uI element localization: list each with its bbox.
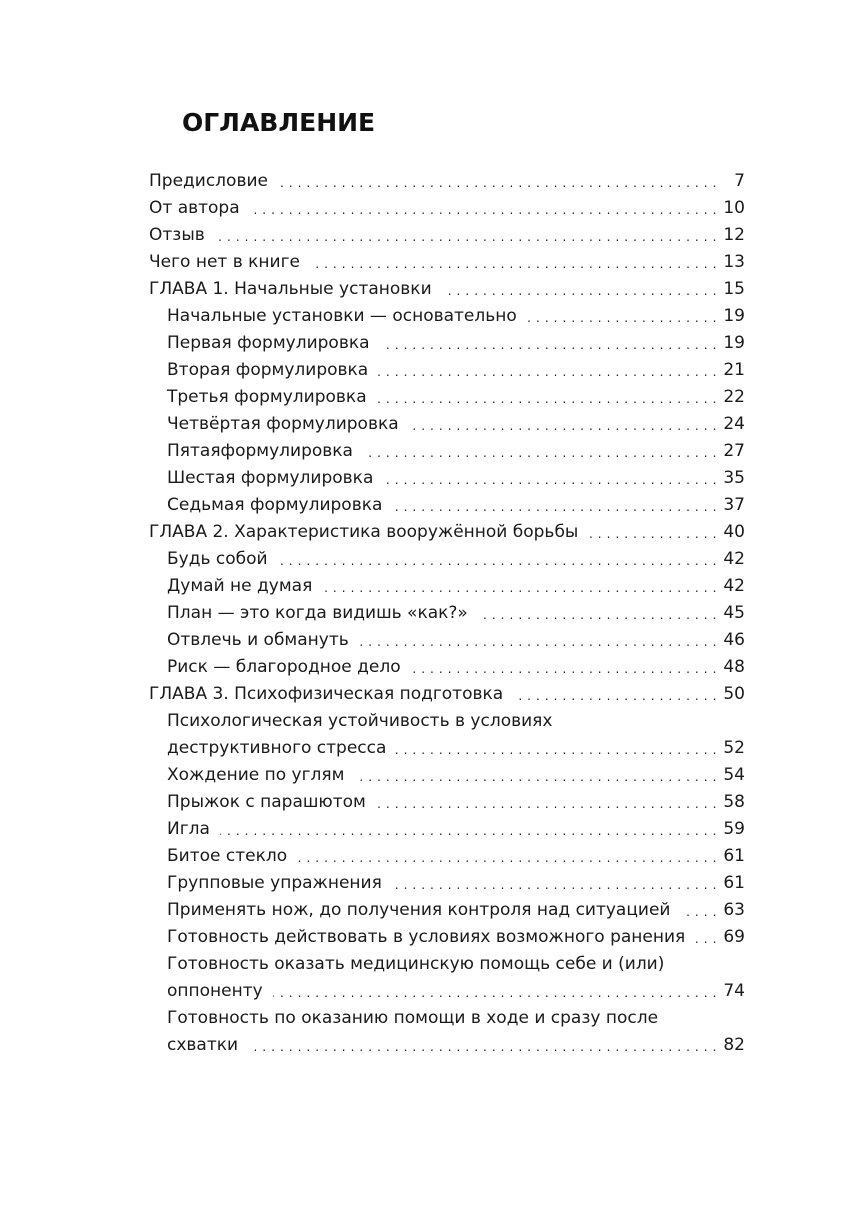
toc-entry-page: 40: [723, 522, 745, 542]
toc-entry-page: 42: [723, 576, 745, 596]
toc-entry-title: Пятаяформулировка: [167, 441, 353, 461]
dot-leader: [396, 735, 717, 762]
toc-entry: [149, 708, 745, 735]
toc-entry-title: Шестая формулировка: [167, 468, 374, 488]
toc-entry-title: Игла: [167, 819, 210, 839]
toc-entry: [149, 465, 745, 492]
toc-entry-title: Первая формулировка: [167, 333, 370, 353]
toc-entry: [149, 897, 745, 924]
toc-entry-title: Будь собой: [167, 549, 268, 569]
toc-entry: [149, 762, 745, 789]
toc-entry-page: 7: [734, 171, 745, 191]
toc-entry-title: Вторая формулировка: [167, 360, 369, 380]
toc-entry: [149, 924, 745, 951]
toc-entry-page: 52: [723, 738, 745, 758]
toc-entry: [149, 330, 745, 357]
toc-entry: [149, 1005, 745, 1032]
toc-entry-page: 63: [723, 900, 745, 920]
toc-entry: [149, 789, 745, 816]
toc-entry-title: Групповые упражнения: [167, 873, 382, 893]
toc-entry-title: От автора: [149, 198, 240, 218]
toc-entry: [149, 600, 745, 627]
toc-entry-title: Чего нет в книге: [149, 252, 300, 272]
toc-entry-title: деструктивного стресса: [167, 738, 387, 758]
dot-leader: [278, 546, 717, 573]
dot-leader: [513, 681, 717, 708]
toc-entry: [149, 843, 745, 870]
dot-leader: [215, 222, 717, 249]
toc-entry-title: Готовность оказать медицинскую помощь себе и (или): [167, 954, 665, 974]
toc-entry: [149, 384, 745, 411]
dot-leader: [392, 492, 717, 519]
toc-entry: [149, 195, 745, 222]
toc-entry: [149, 411, 745, 438]
dot-leader: [310, 249, 717, 276]
toc-entry: [149, 357, 745, 384]
toc-entry-page: 35: [723, 468, 745, 488]
toc-entry-page: 74: [723, 981, 745, 1001]
toc-entry: [149, 276, 745, 303]
dot-leader: [478, 600, 717, 627]
toc-entry-title: Хождение по углям: [167, 765, 345, 785]
toc-entry-title: Отзыв: [149, 225, 205, 245]
toc-entry: [149, 627, 745, 654]
dot-leader: [409, 411, 717, 438]
toc-entry-title: Прыжок с парашютом: [167, 792, 366, 812]
toc-entry: [149, 546, 745, 573]
toc-entry-page: 50: [723, 684, 745, 704]
toc-entry: [149, 249, 745, 276]
toc-entry-page: 22: [723, 387, 745, 407]
toc-entry-page: 54: [723, 765, 745, 785]
dot-leader: [359, 627, 717, 654]
toc-entry: [149, 222, 745, 249]
toc-entry: [149, 492, 745, 519]
toc-entry: [149, 168, 745, 195]
dot-leader: [220, 816, 717, 843]
toc-entry-title: Риск — благородное дело: [167, 657, 401, 677]
dot-leader: [354, 762, 717, 789]
toc-entry-title: ГЛАВА 1. Начальные установки: [149, 279, 432, 299]
dot-leader: [588, 519, 717, 546]
toc-entry: [149, 735, 745, 762]
dot-leader: [376, 789, 717, 816]
toc-entry-page: 82: [723, 1035, 745, 1055]
dot-leader: [527, 303, 717, 330]
dot-leader: [273, 978, 717, 1005]
toc-entry-page: 46: [723, 630, 745, 650]
toc-entry-title: Отвлечь и обмануть: [167, 630, 349, 650]
table-of-contents: [149, 168, 745, 1059]
dot-leader: [380, 330, 717, 357]
toc-heading: ОГЛАВЛЕНИЕ: [182, 108, 376, 137]
toc-entry-title: Готовность по оказанию помощи в ходе и сразу после: [167, 1008, 659, 1028]
toc-entry-page: 13: [723, 252, 745, 272]
toc-entry: [149, 978, 745, 1005]
dot-leader: [248, 1032, 717, 1059]
toc-entry-page: 21: [723, 360, 745, 380]
toc-entry-title: Психологическая устойчивость в условиях: [167, 711, 553, 731]
dot-leader: [250, 195, 717, 222]
toc-entry-title: Битое стекло: [167, 846, 288, 866]
dot-leader: [411, 654, 717, 681]
toc-entry-title: Седьмая формулировка: [167, 495, 383, 515]
toc-entry: [149, 870, 745, 897]
toc-entry-page: 10: [723, 198, 745, 218]
toc-entry-title: Четвёртая формулировка: [167, 414, 399, 434]
toc-entry-title: схватки: [167, 1035, 239, 1055]
toc-entry-title: Начальные установки — основательно: [167, 306, 517, 326]
toc-entry: [149, 573, 745, 600]
toc-entry-page: 48: [723, 657, 745, 677]
toc-entry: [149, 1032, 745, 1059]
toc-entry-page: 24: [723, 414, 745, 434]
toc-entry-page: 19: [723, 306, 745, 326]
toc-entry-page: 69: [723, 927, 745, 947]
toc-entry-page: 15: [723, 279, 745, 299]
toc-entry-page: 37: [723, 495, 745, 515]
dot-leader: [322, 573, 717, 600]
toc-entry: [149, 438, 745, 465]
toc-entry-page: 27: [723, 441, 745, 461]
toc-entry-page: 61: [723, 846, 745, 866]
toc-entry-page: 12: [723, 225, 745, 245]
toc-entry-page: 42: [723, 549, 745, 569]
toc-entry: [149, 519, 745, 546]
toc-entry-page: 59: [723, 819, 745, 839]
toc-entry-title: Применять нож, до получения контроля над ситуацией: [167, 900, 671, 920]
toc-entry-title: ГЛАВА 3. Психофизическая подготовка: [149, 684, 504, 704]
toc-entry: [149, 654, 745, 681]
dot-leader: [392, 870, 717, 897]
toc-entry: [149, 681, 745, 708]
dot-leader: [378, 357, 717, 384]
toc-entry-title: Думай не думая: [167, 576, 313, 596]
toc-entry-title: Готовность действовать в условиях возможного ранения: [167, 927, 686, 947]
dot-leader: [297, 843, 717, 870]
toc-entry: [149, 951, 745, 978]
dot-leader: [383, 465, 717, 492]
toc-entry-page: 61: [723, 873, 745, 893]
dot-leader: [363, 438, 717, 465]
toc-entry-page: 45: [723, 603, 745, 623]
dot-leader: [442, 276, 717, 303]
toc-entry: [149, 816, 745, 843]
toc-entry-title: Третья формулировка: [167, 387, 367, 407]
toc-entry-title: ГЛАВА 2. Характеристика вооружённой борьбы: [149, 522, 579, 542]
toc-entry-title: План — это когда видишь «как?»: [167, 603, 468, 623]
toc-entry-page: 58: [723, 792, 745, 812]
toc-entry-title: Предисловие: [149, 171, 268, 191]
toc-entry-page: 19: [723, 333, 745, 353]
toc-entry: [149, 303, 745, 330]
dot-leader: [377, 384, 717, 411]
toc-entry-title: оппоненту: [167, 981, 263, 1001]
dot-leader: [278, 168, 717, 195]
